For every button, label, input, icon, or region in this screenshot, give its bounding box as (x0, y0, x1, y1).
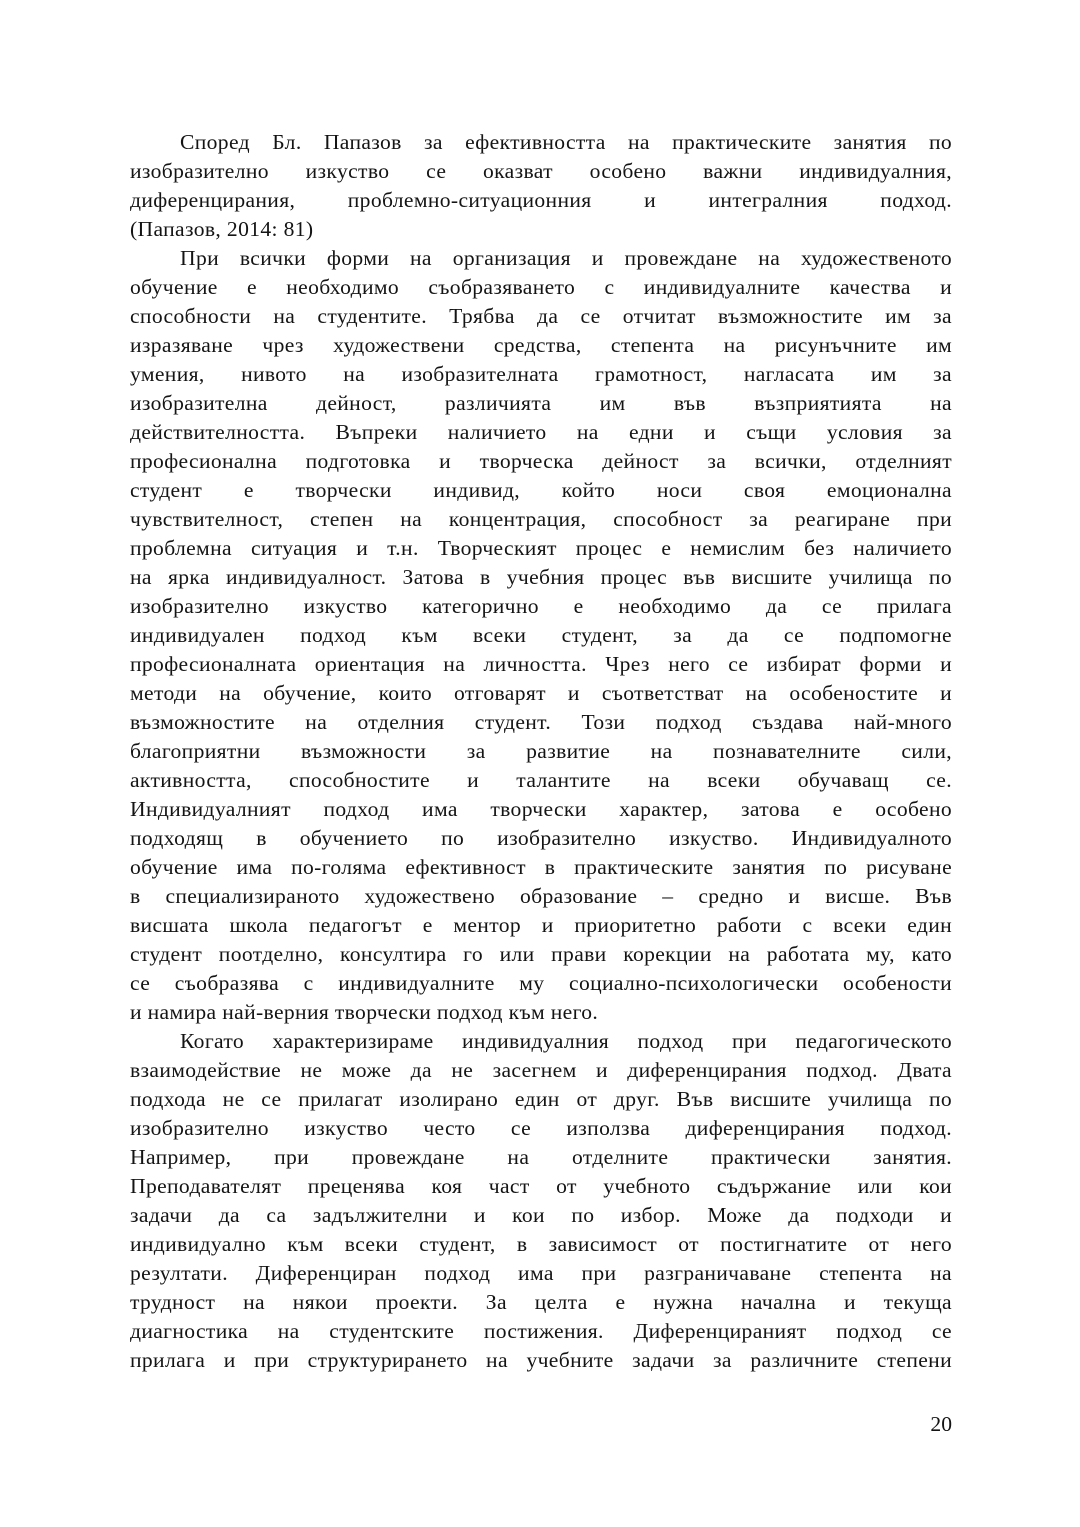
text-line: изобразително изкуство често се използва диференцирания подход. (130, 1116, 952, 1140)
text-line: професионална подготовка и творческа дейност за всички, отделният (130, 449, 952, 473)
text-line: Индивидуалният подход има творчески характер, затова е особено (130, 797, 952, 821)
page-number: 20 (930, 1412, 952, 1436)
paragraph-2 (130, 244, 952, 1027)
text-line: действителността. Въпреки наличието на едни и същи условия за (130, 420, 952, 444)
text-line: Когато характеризираме индивидуалния подход при педагогическото (180, 1029, 952, 1053)
text-line: подхода не се прилагат изолирано един от друг. Във висшите училища по (130, 1087, 952, 1111)
text-line: умения, нивото на изобразителната грамотност, нагласата им за (130, 362, 952, 386)
text-line: чувствителност, степен на концентрация, способност за реагиране при (130, 507, 952, 531)
text-line: резултати. Диференциран подход има при разграничаване степента на (130, 1261, 952, 1285)
text-line: изобразителна дейност, различията им във възприятията на (130, 391, 952, 415)
text-line: възможностите на отделния студент. Този подход създава най-много (130, 710, 952, 734)
text-line: индивидуален подход към всеки студент, за да се подпомогне (130, 623, 952, 647)
text-line: на ярка индивидуалност. Затова в учебния процес във висшите училища по (130, 565, 952, 589)
text-line: подходящ в обучението по изобразително изкуство. Индивидуалното (130, 826, 952, 850)
text-line: взаимодействие не може да не засегнем и диференцирания подход. Двата (130, 1058, 952, 1082)
text-line: изразяване чрез художествени средства, степента на рисунъчните им (130, 333, 952, 357)
text-line: диагностика на студентските постижения. Диференцираният подход се (130, 1319, 952, 1343)
text-line: трудност на някои проекти. За целта е нужна начална и текуща (130, 1290, 952, 1314)
text-line: прилага и при структурирането на учебните задачи за различните степени (130, 1348, 952, 1372)
text-line: проблемна ситуация и т.н. Творческият процес е немислим без наличието (130, 536, 952, 560)
text-line: способности на студентите. Трябва да се отчитат възможностите им за (130, 304, 952, 328)
text-line: в специализираното художествено образование – средно и висше. Във (130, 884, 952, 908)
text-line: При всички форми на организация и провеждане на художественото (180, 246, 952, 270)
document-body (130, 128, 952, 1375)
text-line: Според Бл. Папазов за ефективността на практическите занятия по (180, 130, 952, 154)
text-line: активността, способностите и талантите на всеки обучаващ се. (130, 768, 952, 792)
text-line: и намира най-верния творчески подход към него. (130, 1000, 599, 1024)
text-line: диференцирания, проблемно-ситуационния и интегралния подход. (130, 188, 952, 212)
text-line: се съобразява с индивидуалните му социално-психологически особености (130, 971, 952, 995)
text-line: професионалната ориентация на личността. Чрез него се избират форми и (130, 652, 952, 676)
text-line: обучение е необходимо съобразяването с индивидуалните качества и (130, 275, 952, 299)
text-line: (Папазов, 2014: 81) (130, 217, 314, 241)
text-line: изобразително изкуство се оказват особено важни индивидуалния, (130, 159, 952, 183)
text-line: Например, при провеждане на отделните практически занятия. (130, 1145, 952, 1169)
text-line: благоприятни възможности за развитие на познавателните сили, (130, 739, 952, 763)
paragraph-3 (130, 1027, 952, 1375)
text-line: задачи да са задължителни и кои по избор. Може да подходи и (130, 1203, 952, 1227)
text-line: изобразително изкуство категорично е необходимо да се прилага (130, 594, 952, 618)
text-line: Преподавателят преценява коя част от учебното съдържание или кои (130, 1174, 952, 1198)
text-line: индивидуално към всеки студент, в зависимост от постигнатите от него (130, 1232, 952, 1256)
text-line: студент поотделно, консултира го или прави корекции на работата му, като (130, 942, 952, 966)
text-line: висшата школа педагогът е ментор и приоритетно работи с всеки един (130, 913, 952, 937)
text-line: студент е творчески индивид, който носи своя емоционална (130, 478, 952, 502)
text-line: обучение има по-голяма ефективност в практическите занятия по рисуване (130, 855, 952, 879)
text-line: методи на обучение, които отговарят и съответстват на особеностите и (130, 681, 952, 705)
paragraph-1 (130, 128, 952, 244)
